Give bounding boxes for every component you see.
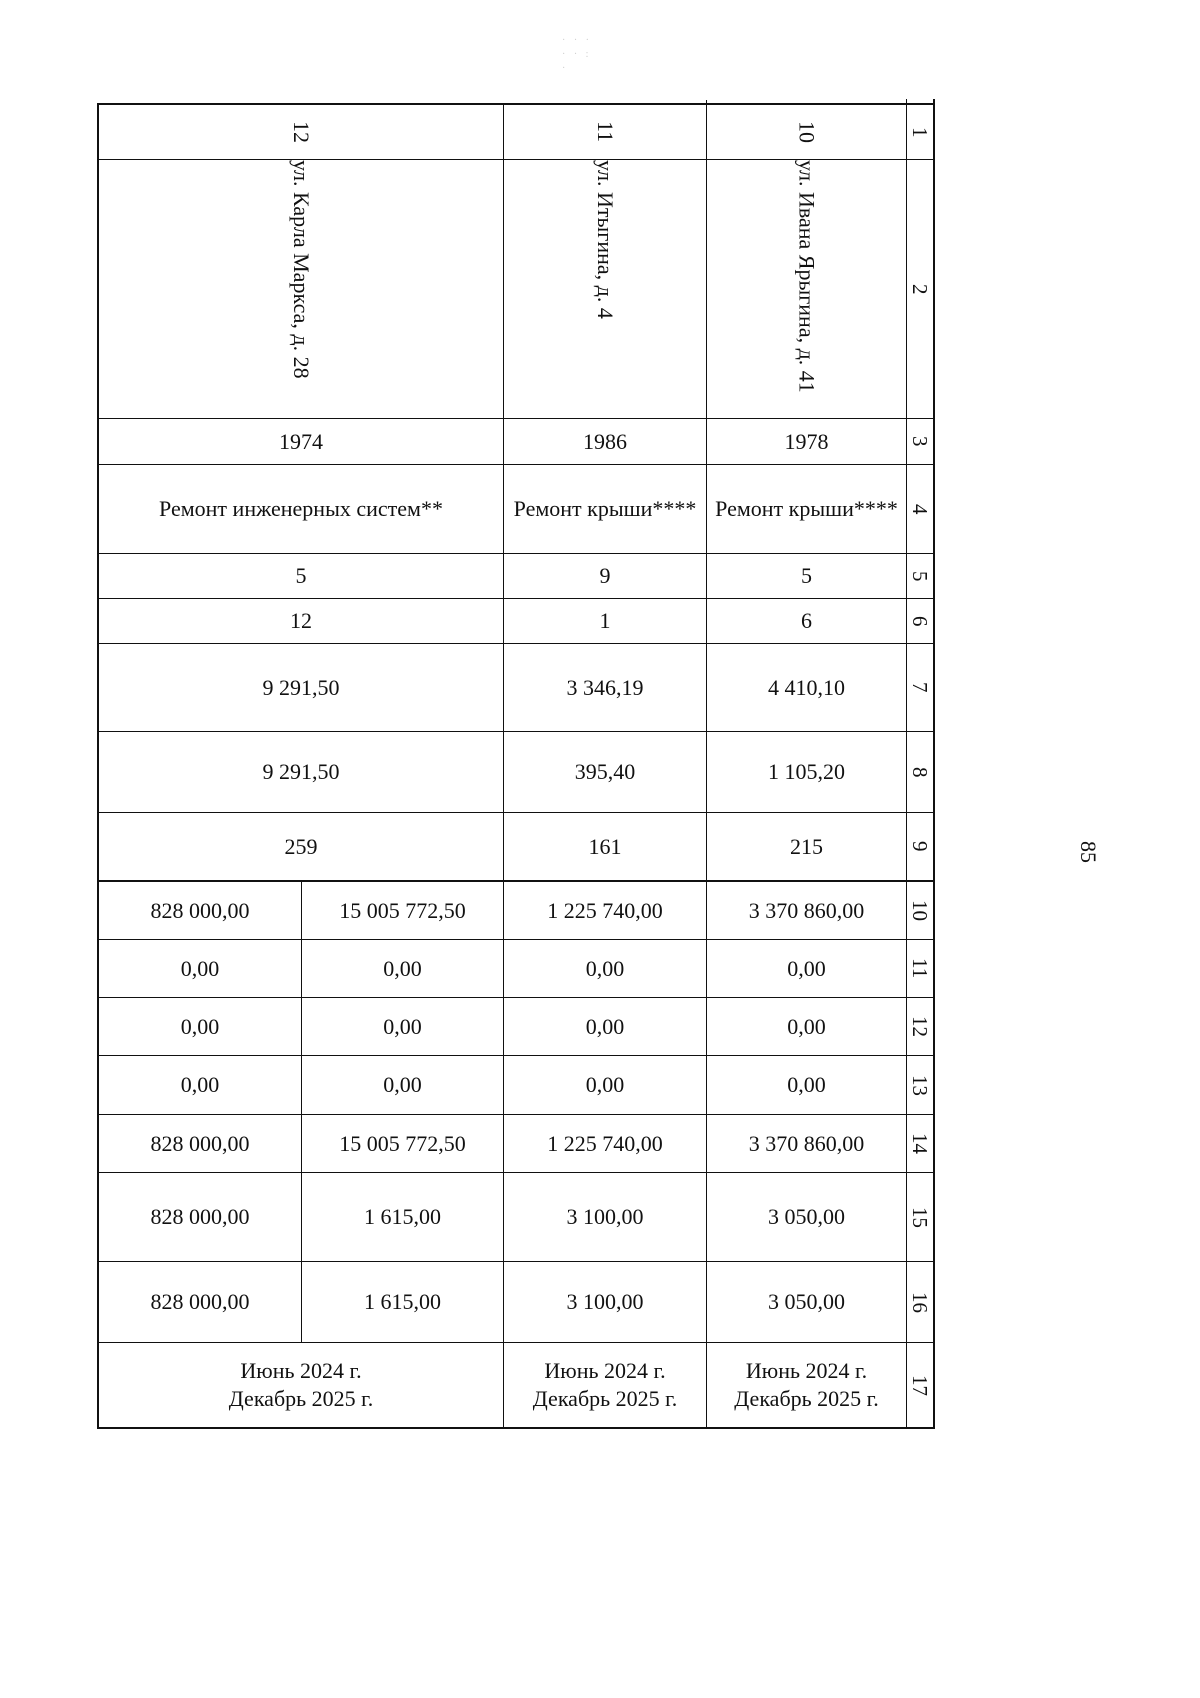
col-5: 5 — [295, 563, 307, 588]
column-number: 3 — [908, 436, 932, 447]
col-15-a: 828 000,00 — [150, 1204, 250, 1229]
column-number: 13 — [908, 1074, 932, 1096]
col-13: 0,00 — [585, 1072, 625, 1097]
col-6: 6 — [801, 608, 812, 633]
column-number: 6 — [908, 615, 932, 627]
col-8: 1 105,20 — [768, 759, 845, 784]
col-9: 161 — [588, 833, 622, 859]
column-number: 10 — [908, 900, 932, 921]
period-end: Декабрь 2025 г. — [228, 1386, 374, 1411]
col-7: 3 346,19 — [566, 674, 644, 700]
work-type: Ремонт крыши**** — [513, 496, 697, 521]
col-12: 0,00 — [585, 1013, 625, 1039]
col-16-b: 1 615,00 — [364, 1289, 441, 1314]
record-number: 12 — [289, 121, 314, 143]
build-year: 1986 — [583, 428, 627, 454]
col-16-a: 828 000,00 — [150, 1289, 250, 1314]
col-13-a: 0,00 — [180, 1072, 220, 1097]
column-number: 15 — [908, 1206, 932, 1228]
build-year: 1978 — [784, 428, 829, 454]
col-6: 12 — [290, 608, 312, 633]
period — [707, 1343, 906, 1427]
col-10: 3 370 860,00 — [748, 897, 865, 923]
col-15: 3 100,00 — [566, 1204, 644, 1229]
col-14-a: 828 000,00 — [150, 1130, 250, 1156]
column-number: 2 — [908, 283, 932, 295]
address: ул. Ивана Ярыгина, д. 41 — [794, 160, 820, 393]
col-6: 1 — [599, 608, 611, 633]
column-number: 9 — [908, 841, 932, 852]
col-14-b: 15 005 772,50 — [339, 1130, 466, 1156]
column-number: 14 — [908, 1133, 932, 1154]
col-13: 0,00 — [787, 1072, 826, 1097]
col-12: 0,00 — [787, 1013, 826, 1039]
col-15: 3 050,00 — [768, 1204, 845, 1229]
col-7: 4 410,10 — [768, 674, 845, 700]
col-11-b: 0,00 — [383, 955, 422, 981]
col-11-a: 0,00 — [180, 955, 220, 981]
build-year: 1974 — [279, 428, 323, 454]
col-10-a: 828 000,00 — [150, 897, 250, 923]
col-15-b: 1 615,00 — [364, 1204, 441, 1229]
col-8: 395,40 — [574, 759, 636, 784]
col-13-b: 0,00 — [383, 1072, 422, 1097]
col-11: 0,00 — [585, 955, 625, 981]
col-12-b: 0,00 — [383, 1013, 422, 1039]
period-start: Июнь 2024 г. — [544, 1358, 666, 1383]
period-start: Июнь 2024 г. — [745, 1358, 868, 1383]
column-number: 11 — [908, 958, 932, 979]
col-16: 3 050,00 — [768, 1289, 845, 1314]
column-number: 12 — [908, 1016, 932, 1037]
address: ул. Карла Маркса, д. 28 — [289, 160, 314, 379]
col-8: 9 291,50 — [262, 759, 340, 784]
column-number: 8 — [908, 766, 932, 778]
column-number: 16 — [908, 1291, 932, 1313]
period-start: Июнь 2024 г. — [240, 1358, 362, 1383]
column-number: 5 — [908, 570, 932, 582]
column-number: 17 — [908, 1374, 932, 1396]
col-10: 1 225 740,00 — [547, 897, 663, 923]
column-number: 7 — [908, 682, 932, 693]
col-9: 259 — [284, 833, 318, 859]
period — [99, 1343, 503, 1427]
period-end: Декабрь 2025 г. — [734, 1386, 879, 1411]
col-5: 9 — [599, 563, 611, 588]
column-number: 1 — [908, 126, 932, 138]
period — [504, 1343, 706, 1427]
col-12-a: 0,00 — [180, 1013, 220, 1039]
col-10-b: 15 005 772,50 — [339, 897, 466, 923]
work-type: Ремонт крыши**** — [715, 496, 898, 521]
col-16: 3 100,00 — [566, 1289, 644, 1314]
address: ул. Итыгина, д. 4 — [593, 160, 618, 319]
work-type: Ремонт инженерных систем** — [159, 496, 443, 521]
column-number: 4 — [908, 503, 932, 515]
scan-artifact: · · · · · : · — [562, 35, 592, 74]
col-9: 215 — [790, 833, 823, 859]
col-11: 0,00 — [787, 955, 826, 981]
period-end: Декабрь 2025 г. — [532, 1386, 678, 1411]
record-number: 10 — [794, 121, 820, 143]
col-5: 5 — [801, 563, 812, 588]
col-7: 9 291,50 — [262, 674, 340, 700]
record-number: 11 — [593, 121, 618, 143]
col-14: 3 370 860,00 — [748, 1130, 865, 1156]
col-14: 1 225 740,00 — [547, 1130, 663, 1156]
page-number: 85 — [1076, 841, 1101, 863]
